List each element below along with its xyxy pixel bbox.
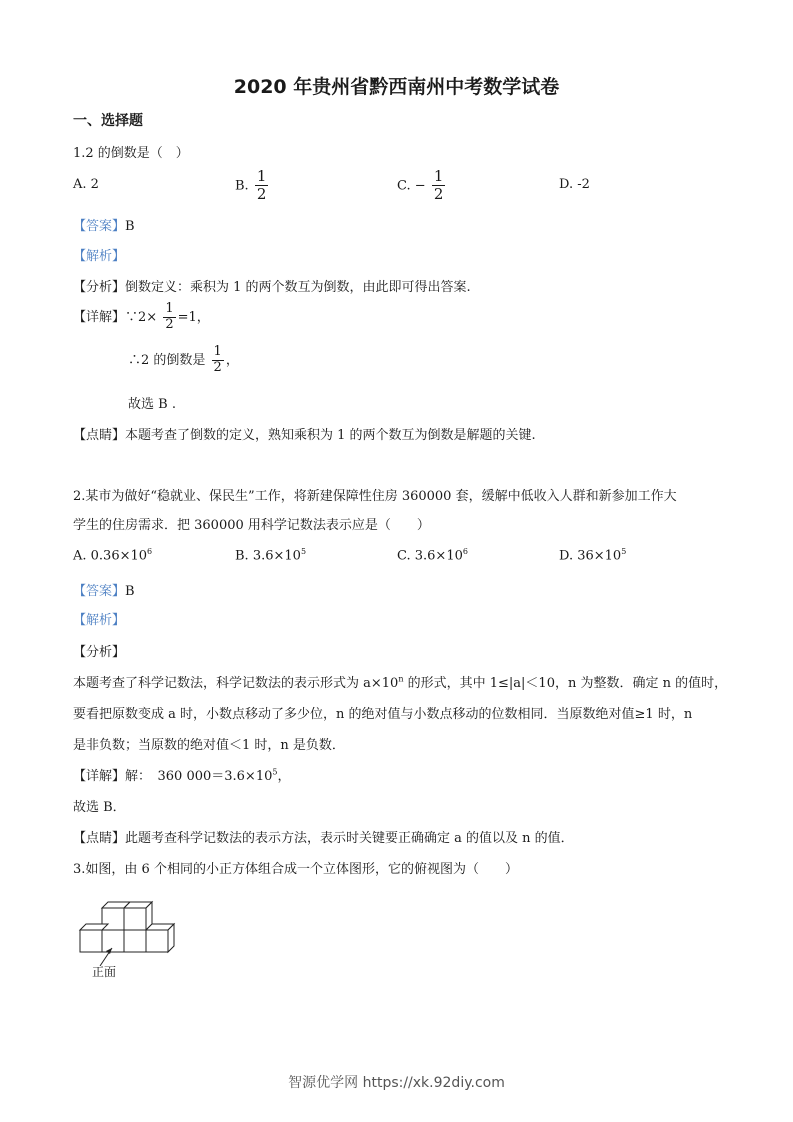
exponent: 6 — [147, 547, 153, 556]
q1-fenxi: 【分析】倒数定义：乘积为 1 的两个数互为倒数，由此即可得出答案. — [73, 280, 471, 295]
q2-option-d — [559, 547, 626, 563]
q1-option-a: A. 2 — [73, 177, 99, 192]
q3-stem: 3.如图，由 6 个相同的小正方体组合成一个立体图形，它的俯视图为（ ） — [73, 862, 518, 877]
answer-tag: 【答案】 — [73, 219, 126, 234]
q2-analysis-tag: 【解析】 — [73, 613, 126, 628]
body-text: 本题考查了科学记数法，科学记数法的表示形式为 a×10 — [73, 676, 399, 691]
option-text: D. 36×10 — [559, 548, 622, 564]
page-title: 2020 年贵州省黔西南州中考数学试卷 — [233, 76, 560, 98]
cube-top-right — [124, 902, 152, 930]
fraction-denominator: 2 — [433, 185, 444, 204]
detail-expr-tail: ， — [225, 352, 239, 368]
q1-option-b-fraction — [255, 168, 269, 204]
answer-value: B — [125, 584, 135, 599]
detail-fraction — [212, 345, 224, 376]
option-text: A. 0.36×10 — [73, 548, 148, 564]
detail-fraction — [163, 302, 175, 333]
cube-bottom-2 — [102, 930, 124, 952]
q2-fenxi-tag: 【分析】 — [73, 645, 126, 660]
q1-option-c-fraction — [432, 168, 446, 204]
q1-option-b-label: B. — [235, 178, 249, 194]
q1-analysis-tag: 【解析】 — [73, 249, 126, 264]
exponent: n — [398, 674, 404, 684]
q2-stem-line2: 学生的住房需求．把 360000 用科学记数法表示应是（ ） — [73, 518, 430, 533]
fraction-denominator: 2 — [256, 185, 267, 204]
cube-bottom-4 — [146, 924, 174, 952]
q1-stem: 1.2 的倒数是（ ） — [73, 146, 189, 161]
q1-answer — [73, 215, 135, 234]
q2-body-line2: 要看把原数变成 a 时，小数点移动了多少位，n 的绝对值与小数点移动的位数相同．当原数绝对值≥1 时，n — [73, 707, 693, 722]
fraction-numerator: 1 — [433, 167, 444, 185]
page-footer: 智源优学网 https://xk.92diy.com — [288, 1075, 505, 1091]
q2-dianjing: 【点睛】此题考查科学记数法的表示方法，表示时关键要正确确定 a 的值以及 n 的值． — [73, 831, 574, 846]
detail-tag: 【详解】 — [73, 309, 126, 325]
option-text: B. 3.6×10 — [235, 548, 301, 564]
q1-option-b — [235, 168, 270, 204]
q2-body-line3: 是非负数；当原数的绝对值＜1 时，n 是负数． — [73, 738, 345, 753]
q1-detail-line2 — [128, 345, 239, 376]
option-text: C. 3.6×10 — [397, 548, 463, 564]
q2-detail — [73, 765, 290, 784]
answer-value: B — [125, 219, 135, 234]
q1-option-c — [397, 168, 447, 204]
q1-option-c-label: C. — [397, 178, 411, 194]
fraction-numerator: 1 — [256, 167, 267, 185]
q2-stem-line1: 2.某市为做好“稳就业、保民生”工作，将新建保障性住房 360000 套，缓解中低收入人群和新参加工作大 — [73, 489, 677, 504]
q1-detail-line3: 故选 B . — [128, 397, 176, 412]
exponent: 5 — [300, 547, 307, 556]
q2-option-a — [73, 547, 152, 563]
fraction-numerator: 1 — [213, 344, 222, 359]
detail-expr-tail: =1， — [177, 309, 210, 325]
detail-expr: ∴2 的倒数是 — [128, 352, 206, 368]
detail-text: ， — [277, 769, 291, 784]
fraction-denominator: 2 — [213, 359, 222, 375]
q2-body-line1 — [73, 672, 727, 691]
exponent: 5 — [272, 767, 278, 777]
q2-option-b — [235, 547, 306, 563]
q1-option-d: D. -2 — [559, 177, 590, 192]
q2-answer — [73, 580, 135, 599]
front-view-label: 正面 — [92, 965, 117, 979]
q2-detail-line2: 故选 B． — [73, 800, 126, 815]
q1-detail-line1 — [73, 302, 210, 333]
answer-tag: 【答案】 — [73, 584, 126, 599]
minus-sign: − — [414, 178, 426, 194]
detail-text: 【详解】解： 360 000＝3.6×10 — [73, 769, 273, 784]
fraction-numerator: 1 — [165, 301, 174, 316]
cube-bottom-3 — [124, 930, 146, 952]
detail-expr: ∵2× — [125, 309, 158, 325]
fraction-denominator: 2 — [165, 316, 174, 332]
section-heading: 一、选择题 — [73, 113, 143, 129]
body-text: 的形式，其中 1≤|a|＜10，n 为整数．确定 n 的值时， — [403, 676, 728, 691]
exponent: 5 — [621, 547, 627, 556]
q2-option-c — [397, 547, 468, 563]
exponent: 6 — [462, 547, 468, 556]
q1-dianjing: 【点睛】本题考查了倒数的定义，熟知乘积为 1 的两个数互为倒数是解题的关键. — [73, 428, 536, 443]
